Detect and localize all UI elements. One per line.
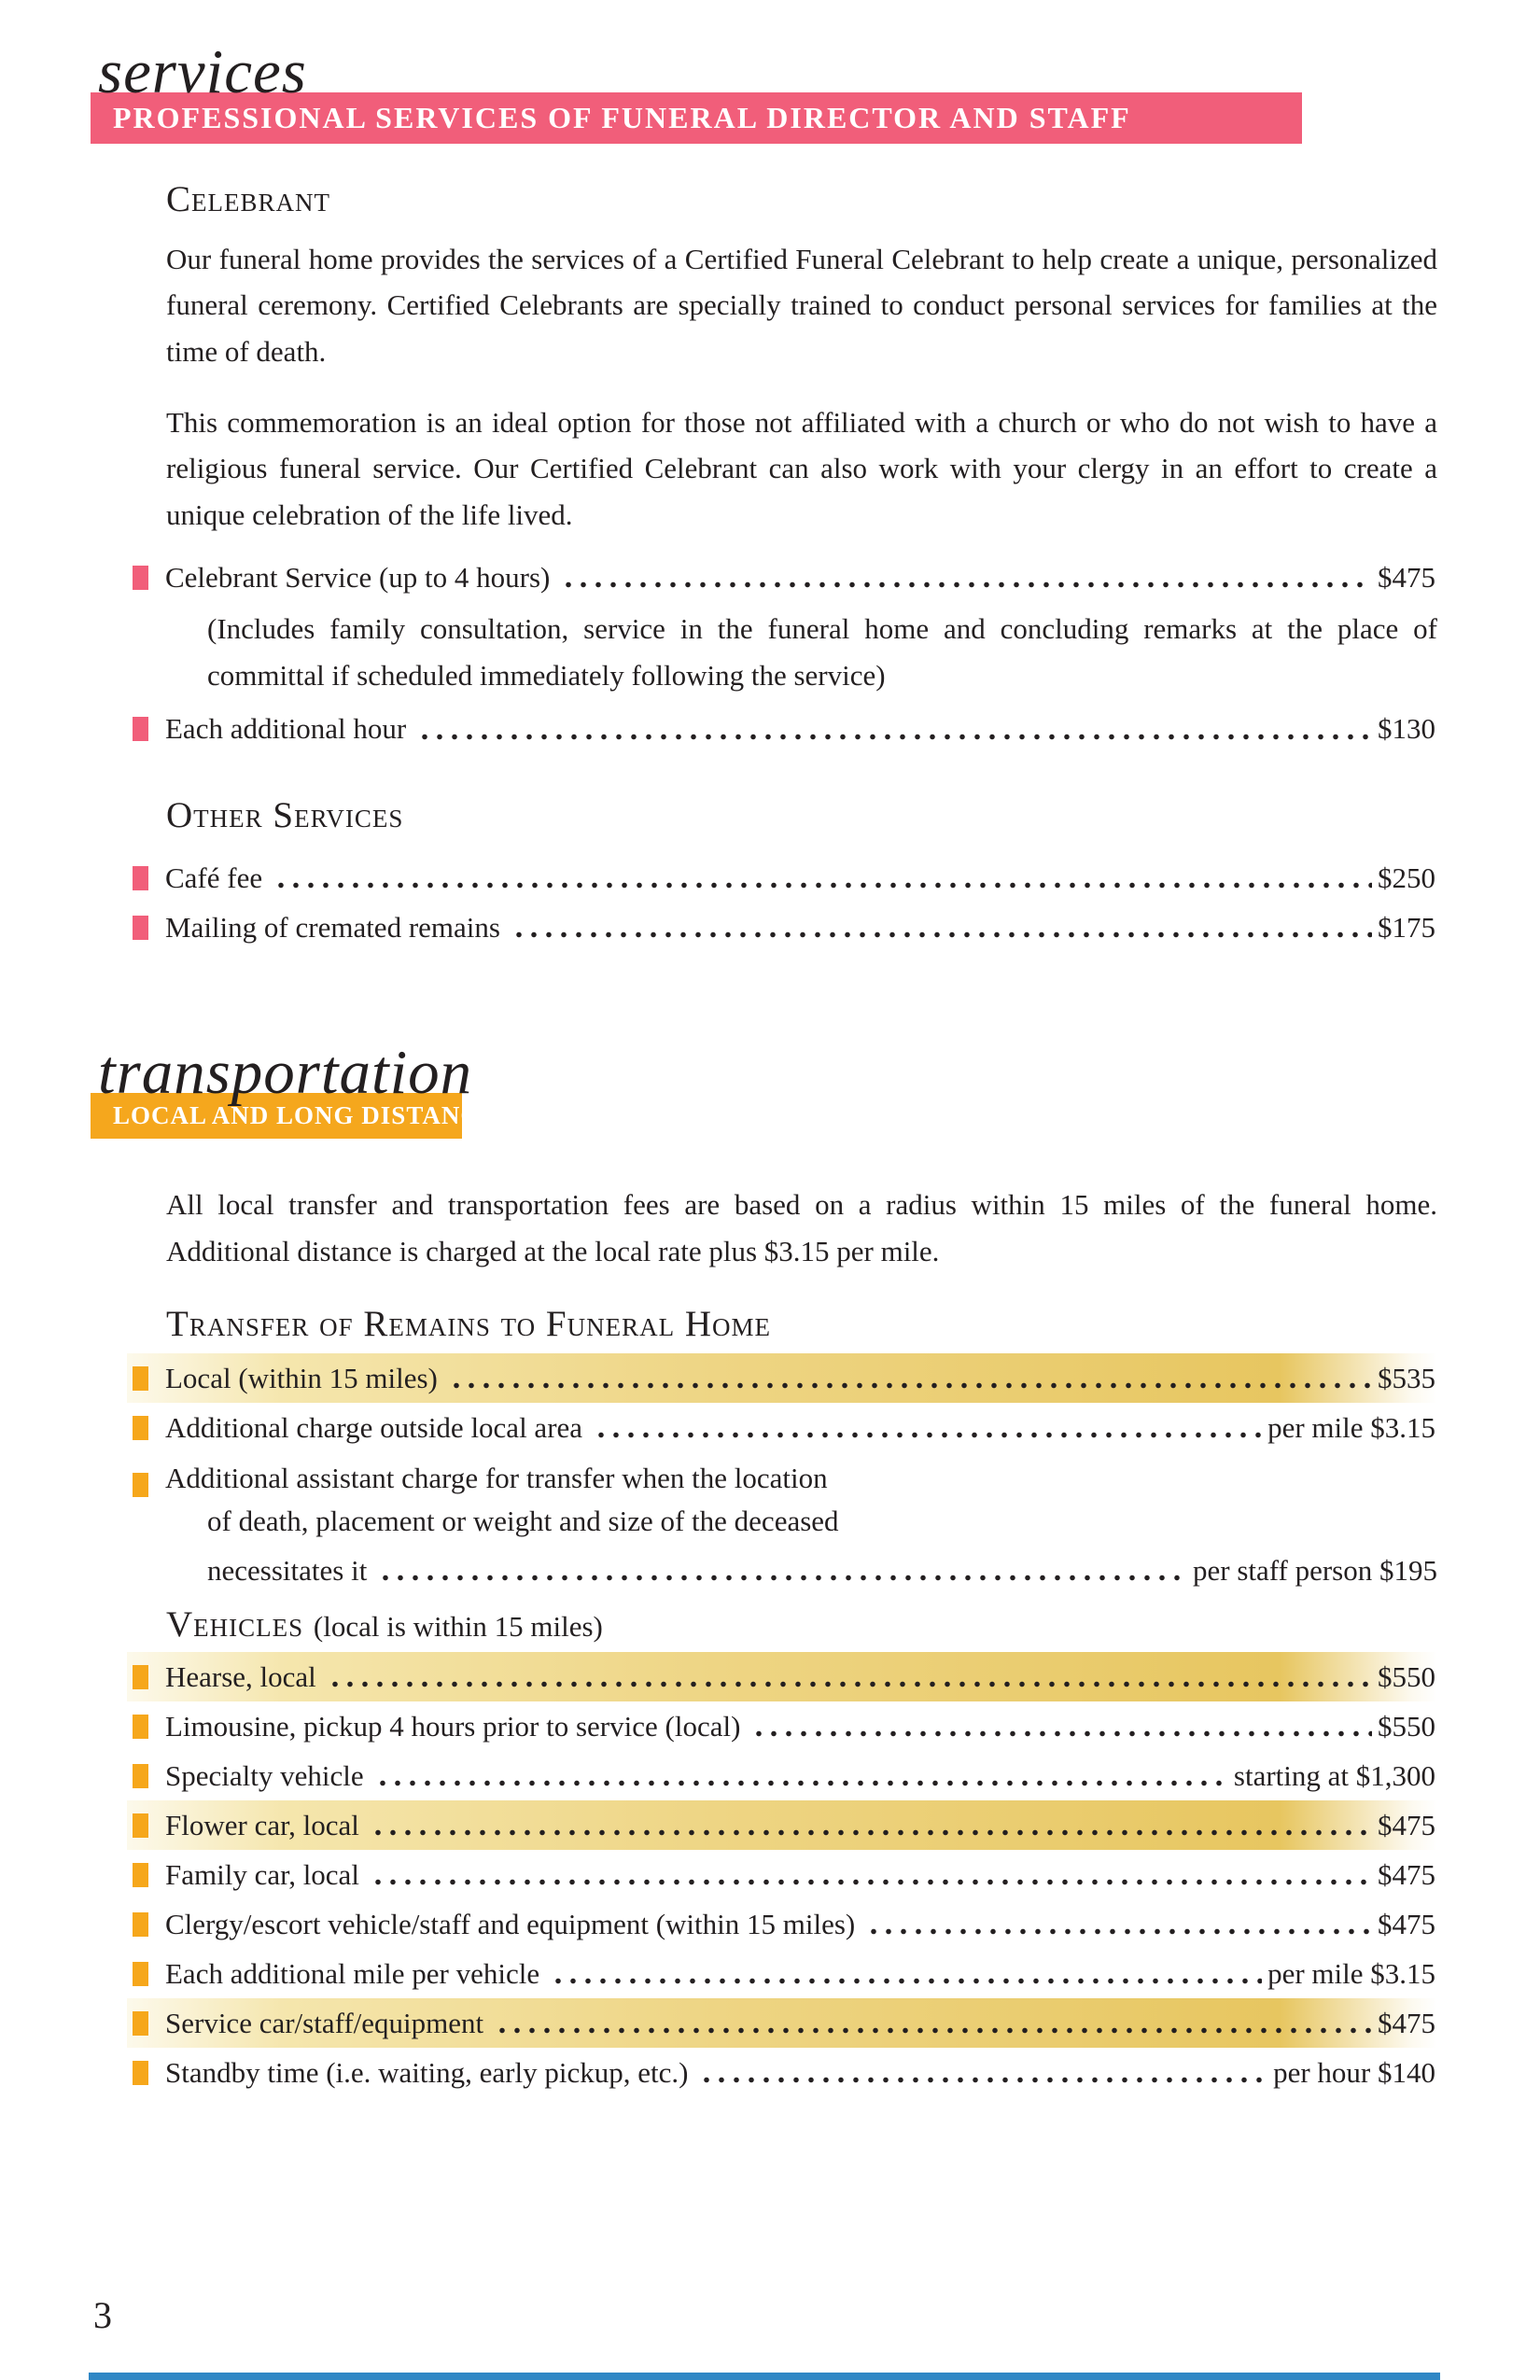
transportation-intro-block: [166, 1182, 1437, 1348]
price-row-label: Limousine, pickup 4 hours prior to service (local): [165, 1709, 741, 1743]
price-row-amount: per staff person $195: [1192, 1553, 1437, 1587]
square-bullet-icon: [133, 1813, 148, 1838]
price-row: [127, 1701, 1437, 1751]
vehicles-heading-block: [166, 1603, 1437, 1648]
price-row: [207, 1546, 1437, 1595]
price-row-label-line: of death, placement or weight and size of the deceased: [207, 1505, 839, 1538]
price-row-label: Celebrant Service (up to 4 hours): [165, 560, 551, 594]
price-row-amount: $475: [1378, 1808, 1435, 1841]
bottom-page-edge-bar: [89, 2373, 1440, 2380]
square-bullet-icon: [133, 1962, 148, 1986]
price-row: [127, 1353, 1437, 1403]
price-row: [127, 1403, 1437, 1452]
dot-leader: [374, 1575, 1187, 1581]
price-row-amount: $175: [1378, 910, 1435, 944]
price-row-amount: $550: [1378, 1659, 1435, 1693]
price-row-amount: per mile $3.15: [1267, 1956, 1435, 1990]
price-row-label: Mailing of cremated remains: [165, 910, 500, 944]
services-section-title: services: [98, 37, 307, 106]
price-row: [127, 1949, 1437, 1998]
square-bullet-icon: [133, 566, 148, 590]
price-row-label: Local (within 15 miles): [165, 1361, 438, 1394]
page-number: 3: [93, 2294, 112, 2336]
dot-leader: [557, 581, 1372, 588]
price-row-label-line: Additional assistant charge for transfer when the location: [165, 1462, 828, 1495]
section-transportation: [91, 1038, 1437, 2097]
price-row: [127, 1800, 1437, 1850]
price-row-amount: $475: [1378, 1907, 1435, 1940]
other-services-price-list: [133, 853, 1437, 952]
dot-leader: [491, 2027, 1372, 2034]
section-services: [91, 37, 1437, 952]
celebrant-block: [166, 177, 1437, 538]
price-row: [127, 553, 1437, 602]
dot-leader: [367, 1879, 1372, 1885]
price-row-amount: per mile $3.15: [1267, 1410, 1435, 1444]
price-row: [127, 853, 1437, 903]
square-bullet-icon: [133, 1764, 148, 1788]
square-bullet-icon: [133, 1912, 148, 1937]
dot-leader: [862, 1928, 1372, 1935]
price-row-label: Standby time (i.e. waiting, early pickup, etc.): [165, 2055, 689, 2089]
price-row-label: Each additional mile per vehicle: [165, 1956, 540, 1990]
transportation-intro: All local transfer and transportation fees are based on a radius within 15 miles of the funeral home. Additional distance is charged at the local rate plus $3.15 per mile.: [166, 1188, 1437, 1267]
vehicles-heading-text: Vehicles: [166, 1604, 304, 1645]
vehicles-heading-note: (local is within 15 miles): [313, 1610, 603, 1644]
price-row: [127, 1652, 1437, 1701]
square-bullet-icon: [133, 1473, 148, 1497]
price-row-label-line: necessitates it: [207, 1553, 368, 1587]
dot-leader: [748, 1730, 1372, 1737]
price-row-label: Clergy/escort vehicle/staff and equipment (within 15 miles): [165, 1907, 856, 1940]
price-row: [127, 1850, 1437, 1899]
price-row-label: Family car, local: [165, 1857, 359, 1891]
price-row-label: Hearse, local: [165, 1659, 316, 1693]
price-row-amount: $475: [1378, 1857, 1435, 1891]
price-row-amount: $550: [1378, 1709, 1435, 1743]
square-bullet-icon: [133, 916, 148, 940]
square-bullet-icon: [133, 2061, 148, 2085]
transportation-section-banner: LOCAL AND LONG DISTANCES: [91, 1093, 462, 1139]
celebrant-paragraph-1: Our funeral home provides the services of a Certified Funeral Celebrant to help create a unique, personalized funeral ceremony. Certified Celebrants are specially trained to conduct personal services for families at the time of death.: [166, 242, 1437, 368]
dot-leader: [367, 1829, 1372, 1836]
price-row-amount: per hour $140: [1273, 2055, 1435, 2089]
price-row-amount: $130: [1378, 712, 1435, 745]
services-section-banner: PROFESSIONAL SERVICES OF FUNERAL DIRECTOR AND STAFF: [91, 92, 1302, 144]
dot-leader: [413, 734, 1372, 740]
price-row-amount: $475: [1378, 560, 1435, 594]
square-bullet-icon: [133, 1416, 148, 1440]
other-services-heading: Other Services: [166, 794, 404, 835]
vehicles-price-list: [133, 1652, 1437, 2097]
dot-leader: [695, 2077, 1267, 2083]
price-row-amount: $535: [1378, 1361, 1435, 1394]
square-bullet-icon: [133, 1665, 148, 1689]
price-row: [127, 1751, 1437, 1800]
square-bullet-icon: [133, 1715, 148, 1739]
price-row-label: Café fee: [165, 861, 263, 894]
dot-leader: [445, 1382, 1372, 1389]
price-row-amount: $475: [1378, 2006, 1435, 2039]
price-row: [127, 2048, 1437, 2097]
price-row-label: Each additional hour: [165, 712, 407, 745]
price-row-label: Flower car, local: [165, 1808, 359, 1841]
dot-leader: [508, 931, 1372, 938]
dot-leader: [590, 1432, 1262, 1438]
square-bullet-icon: [133, 1863, 148, 1887]
celebrant-price-list: [133, 553, 1437, 753]
square-bullet-icon: [133, 717, 148, 741]
price-row-label: Service car/staff/equipment: [165, 2006, 484, 2039]
square-bullet-icon: [133, 1366, 148, 1391]
price-row-amount: $250: [1378, 861, 1435, 894]
price-row: [127, 1452, 1437, 1497]
square-bullet-icon: [133, 2011, 148, 2036]
vehicles-heading: [166, 1603, 1437, 1648]
transfer-of-remains-heading: Transfer of Remains to Funeral Home: [166, 1304, 771, 1345]
price-row: [127, 705, 1437, 754]
dot-leader: [324, 1681, 1372, 1687]
price-row: [127, 1998, 1437, 2048]
price-row: [127, 903, 1437, 952]
celebrant-heading: Celebrant: [166, 179, 330, 219]
dot-leader: [371, 1780, 1228, 1786]
price-row: [127, 1899, 1437, 1949]
price-row-amount: starting at $1,300: [1233, 1758, 1435, 1792]
transportation-section-title: transportation: [98, 1038, 473, 1108]
price-row-note: (Includes family consultation, service in the funeral home and concluding remarks at the place of committal if scheduled immediately following the service): [207, 612, 1437, 692]
price-row-label: Additional charge outside local area: [165, 1410, 583, 1444]
price-row-label: Specialty vehicle: [165, 1758, 364, 1792]
celebrant-paragraph-2: This commemoration is an ideal option for those not affiliated with a church or who do not wish to have a religious funeral service. Our Certified Celebrant can also work with your clergy in an effort to create a unique celebration of the life lived.: [166, 405, 1437, 531]
dot-leader: [547, 1978, 1262, 1984]
other-services-block: [166, 793, 1437, 839]
dot-leader: [270, 882, 1372, 889]
square-bullet-icon: [133, 866, 148, 890]
transfer-price-list: [133, 1353, 1437, 1595]
